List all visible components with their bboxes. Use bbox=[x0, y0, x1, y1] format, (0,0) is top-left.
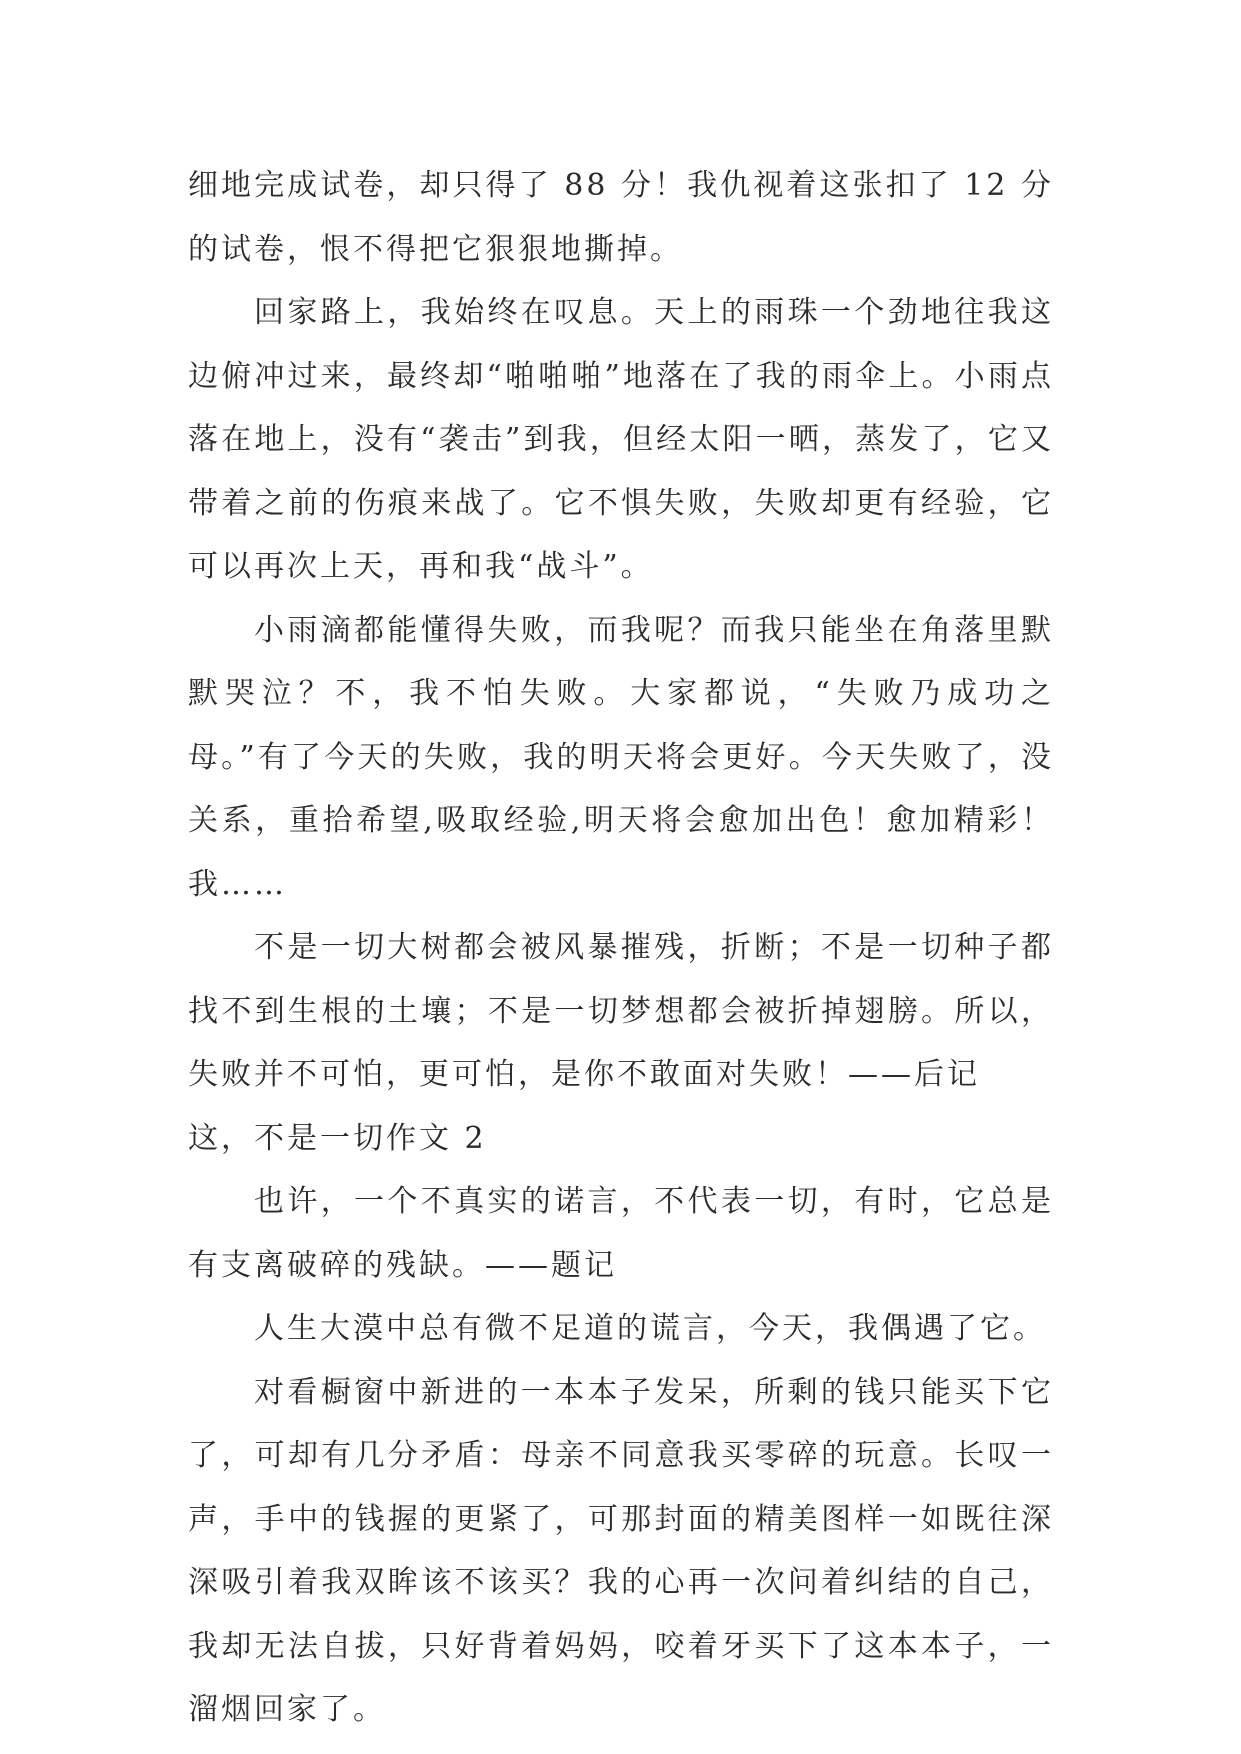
paragraph-7: 对看橱窗中新进的一本本子发呆，所剩的钱只能买下它了，可却有几分矛盾：母亲不同意我买零碎的玩意。长叹一声，手中的钱握的更紧了，可那封面的精美图样一如既往深深吸引着我双眸该不该买？我的心再一次问着纠结的自己，我却无法自拔，只好背着妈妈，咬着牙买下了这本本子，一溜烟回家了。 bbox=[188, 1374, 1054, 1727]
paragraph-3: 小雨滴都能懂得失败，而我呢？而我只能坐在角落里默默哭泣？不，我不怕失败。大家都说，“失败乃成功之母。”有了今天的失败，我的明天将会更好。今天失败了，没关系，重拾希望,吸取经验,明天将会愈加出色！愈加精彩！我…… bbox=[188, 612, 1054, 902]
document-body bbox=[188, 154, 1054, 1742]
paragraph-2: 回家路上，我始终在叹息。天上的雨珠一个劲地往我这边俯冲过来，最终却“啪啪啪”地落在了我的雨伞上。小雨点落在地上，没有“袭击”到我，但经太阳一晒，蒸发了，它又带着之前的伤痕来战了。它不惧失败，失败却更有经验，它可以再次上天，再和我“战斗”。 bbox=[188, 295, 1054, 584]
paragraph-epigraph: 也许，一个不真实的诺言，不代表一切，有时，它总是有支离破碎的残缺。——题记 bbox=[188, 1184, 1054, 1283]
section-title: 这，不是一切作文 2 bbox=[188, 1120, 487, 1156]
paragraph-6: 人生大漠中总有微不足道的谎言，今天，我偶遇了它。 bbox=[254, 1311, 1046, 1346]
paragraph-4: 不是一切大树都会被风暴摧残，折断；不是一切种子都找不到生根的土壤；不是一切梦想都会被折掉翅膀。所以，失败并不可怕，更可怕，是你不敢面对失败！——后记 bbox=[188, 930, 1054, 1092]
paragraph-1: 细地完成试卷，却只得了 88 分！我仇视着这张扣了 12 分的试卷，恨不得把它狠狠地撕掉。 bbox=[188, 168, 1054, 267]
